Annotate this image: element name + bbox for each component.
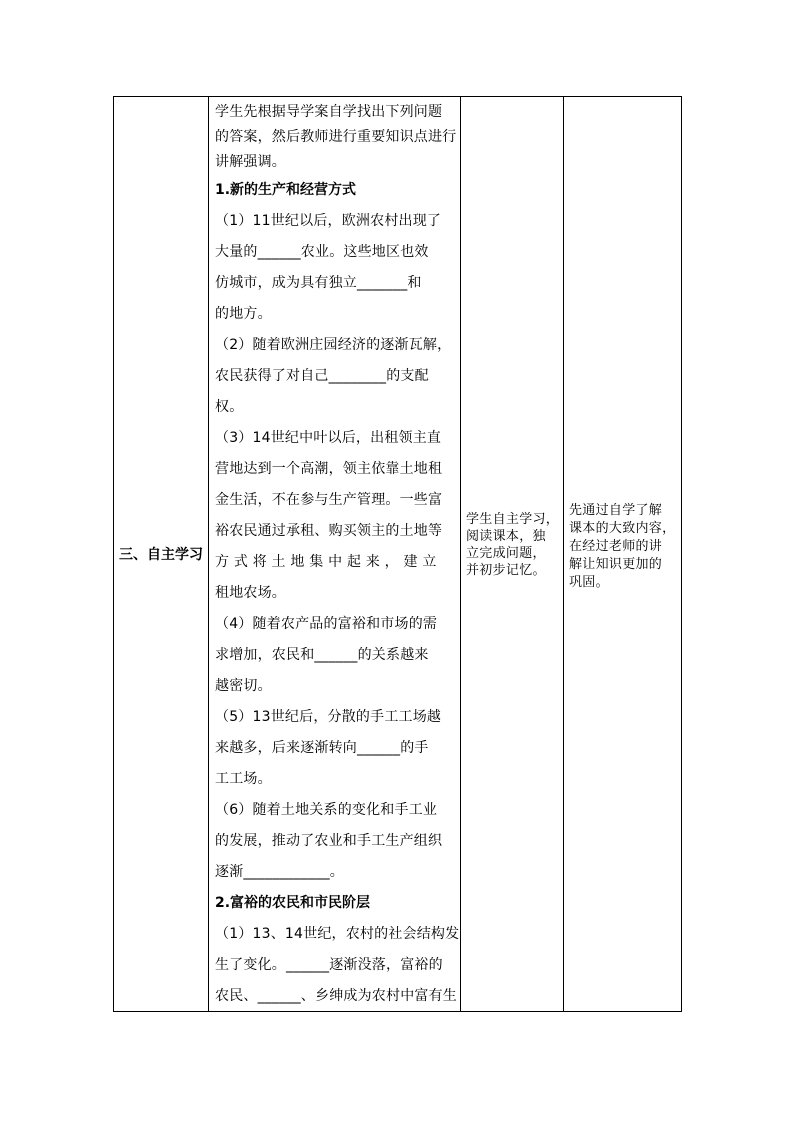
column-divider <box>208 97 209 1011</box>
question-line: 方 式 将 土 地 集 中 起 来 ， 建 立 <box>215 554 437 570</box>
teacher-activity-cell <box>215 100 460 1012</box>
question-line: 农民获得了对自己________的支配 <box>215 368 429 384</box>
intro-line: 学生先根据导学案自学找出下列问题 <box>215 104 443 120</box>
question-line: （2）随着欧洲庄园经济的逐渐瓦解， <box>215 337 452 353</box>
question-line: 的发展，推动了农业和手工生产组织 <box>215 833 443 849</box>
question-line: 越密切。 <box>215 678 272 694</box>
question-line: 裕农民通过承租、购买领主的土地等 <box>215 523 443 539</box>
column-divider <box>460 97 461 1011</box>
question-line: 权。 <box>215 399 244 415</box>
intro-line: 的答案，然后教师进行重要知识点进行 <box>215 129 457 145</box>
heading-rich-peasants: 2.富裕的农民和市民阶层 <box>215 895 371 911</box>
question-line: （1）11世纪以后，欧洲农村出现了 <box>215 213 442 229</box>
question-line: 的地方。 <box>215 306 272 322</box>
question-line: （3）14世纪中叶以后，出租领主直 <box>215 430 442 446</box>
section-label-cell <box>114 97 208 1011</box>
design-intent-cell <box>569 502 679 592</box>
design-intent-line: 解让知识更加的 <box>569 557 663 572</box>
question-line: 仿城市，成为具有独立_______和 <box>215 275 422 291</box>
design-intent-line: 先通过自学了解 <box>569 503 663 518</box>
question-line: 求增加，农民和______的关系越来 <box>215 647 429 663</box>
section-label: 三、自主学习 <box>119 547 203 563</box>
question-line: 农民、______、乡绅成为农村中富有生 <box>215 988 457 1004</box>
question-line: 工工场。 <box>215 771 272 787</box>
question-line: （5）13世纪后，分散的手工工场越 <box>215 709 442 725</box>
lesson-table <box>113 96 682 1012</box>
design-intent-line: 巩固。 <box>569 575 609 590</box>
question-line: 营地达到一个高潮，领主依靠土地租 <box>215 461 443 477</box>
student-activity-line: 学生自主学习， <box>466 512 560 527</box>
question-line: 来越多，后来逐渐转向______的手 <box>215 740 429 756</box>
student-activity-line: 阅读课本，独 <box>466 529 546 544</box>
design-intent-line: 课本的大致内容， <box>569 521 676 536</box>
question-line: 大量的______农业。这些地区也效 <box>215 244 429 260</box>
question-line: 逐渐____________。 <box>215 864 344 880</box>
intro-line: 讲解强调。 <box>215 154 286 170</box>
design-intent-line: 在经过老师的讲 <box>569 539 663 554</box>
student-activity-cell <box>466 511 562 579</box>
question-line: 租地农场。 <box>215 585 286 601</box>
student-activity-line: 并初步记忆。 <box>466 563 546 578</box>
student-activity-line: 立完成问题， <box>466 546 546 561</box>
heading-new-production: 1.新的生产和经营方式 <box>215 182 357 198</box>
question-line: （1）13、14世纪，农村的社会结构发 <box>215 926 460 942</box>
question-line: （4）随着农产品的富裕和市场的需 <box>215 616 438 632</box>
question-line: 金生活，不在参与生产管理。一些富 <box>215 492 443 508</box>
question-line: 生了变化。______逐渐没落，富裕的 <box>215 957 443 973</box>
question-line: （6）随着土地关系的变化和手工业 <box>215 802 438 818</box>
column-divider <box>563 97 564 1011</box>
